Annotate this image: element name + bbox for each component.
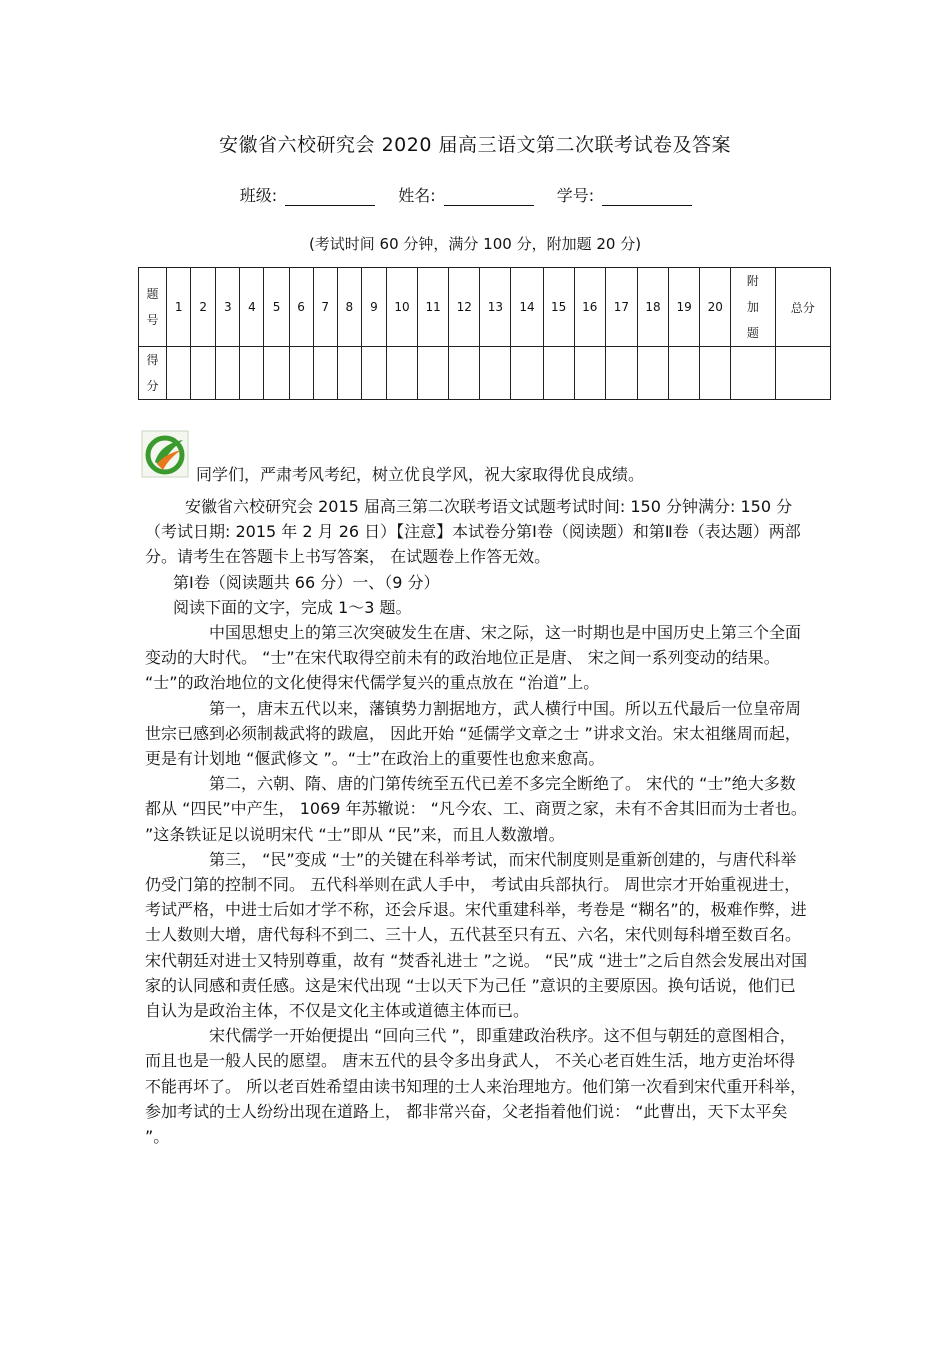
score-table-header-row [139, 268, 831, 347]
article-body [145, 494, 810, 1149]
score-cell[interactable] [361, 347, 386, 400]
score-cell[interactable] [480, 347, 511, 400]
score-cell[interactable] [289, 347, 313, 400]
total-score-cell[interactable] [775, 347, 830, 400]
score-cell[interactable] [449, 347, 480, 400]
school-logo-icon [141, 430, 189, 478]
number-label: 学号: [556, 186, 595, 205]
score-cell[interactable] [700, 347, 731, 400]
score-cell[interactable] [511, 347, 543, 400]
score-cell[interactable] [167, 347, 191, 400]
score-cell[interactable] [669, 347, 700, 400]
number-blank[interactable] [602, 189, 692, 206]
score-cell[interactable] [264, 347, 289, 400]
score-cell[interactable] [191, 347, 216, 400]
student-info-line [0, 183, 950, 206]
question-cell: 13 [480, 268, 511, 347]
question-cell: 5 [264, 268, 289, 347]
question-cell: 20 [700, 268, 731, 347]
section-heading: 第Ⅰ卷（阅读题共 66 分）一、（9 分） [173, 572, 440, 592]
score-cell[interactable] [386, 347, 417, 400]
name-blank[interactable] [444, 189, 534, 206]
article-paragraph: 第三， “民”变成 “士”的关键在科举考试，而宋代制度则是重新创建的，与唐代科举仍受门第的控制不同。 五代科举则在武人手中， 考试由兵部执行。 周世宗才开始重视进士，考试严格，中进士后如才学不称，还会斥退。宋代重建科举，考卷是 “糊名”的，极难作弊，进士人数则大增，唐代每科不到二、三十人，五代甚至只有五、六名，宋代则每科增至数百名。宋代朝廷对进士又特别尊重，故有 “焚香礼进士 ”之说。 “民”成 “进士”之后自然会发展出对国家的认同感和责任感。这是宋代出现 “士以天下为己任 ”意识的主要原因。换句话说，他们已自认为是政治主体，不仅是文化主体或道德主体而已。 [145, 849, 808, 1021]
score-label: 得分 [139, 347, 167, 400]
question-cell: 12 [449, 268, 480, 347]
question-cell: 16 [574, 268, 605, 347]
question-cell: 19 [669, 268, 700, 347]
question-cell: 15 [543, 268, 574, 347]
exam-instructions-paragraph: 安徽省六校研究会 2015 届高三第二次联考语文试题考试时间: 150 分钟满分: 150 分（考试日期: 2015 年 2 月 26 日）【注意】本试卷分第Ⅰ卷（阅读题）和第Ⅱ卷（表达题）两部分。请考生在答题卡上书写答案， 在试题卷上作答无效。 [145, 497, 801, 567]
article-paragraph: 中国思想史上的第三次突破发生在唐、宋之际，这一时期也是中国历史上第三个全面变动的大时代。 “士”在宋代取得空前未有的政治地位正是唐、 宋之间一系列变动的结果。 “士”的政治地位的文化使得宋代儒学复兴的重点放在 “治道”上。 [145, 623, 802, 693]
class-blank[interactable] [285, 189, 375, 206]
exam-info: (考试时间 60 分钟，满分 100 分，附加题 20 分) [308, 235, 642, 253]
question-cell: 1 [167, 268, 191, 347]
article-paragraph: 第二，六朝、隋、唐的门第传统至五代已差不多完全断绝了。 宋代的 “士”绝大多数都从 “四民”中产生， 1069 年苏辙说： “凡今农、工、商贾之家，未有不舍其旧而为士者也。 ”这条铁证足以说明宋代 “士”即从 “民”来，而且人数激增。 [145, 774, 807, 844]
question-cell: 9 [361, 268, 386, 347]
score-table [138, 267, 831, 400]
article-paragraph: 宋代儒学一开始便提出 “回向三代 ”，即重建政治秩序。这不但与朝廷的意图相合， 而且也是一般人民的愿望。 唐末五代的县令多出身武人， 不关心老百姓生活，地方吏治坏得不能再坏了。 所以老百姓希望由读书知理的士人来治理地方。他们第一次看到宋代重开科举， 参加考试的士人纷纷出现在道路上， 都非常兴奋，父老指着他们说： “此曹出，天下太平矣 ”。 [145, 1026, 807, 1147]
name-label: 姓名: [398, 186, 436, 205]
score-cell[interactable] [574, 347, 605, 400]
extra-score-cell[interactable] [731, 347, 775, 400]
score-cell[interactable] [313, 347, 337, 400]
question-cell: 4 [240, 268, 264, 347]
score-cell[interactable] [337, 347, 361, 400]
question-cell: 17 [605, 268, 637, 347]
class-label: 班级: [239, 186, 278, 205]
question-cell: 6 [289, 268, 313, 347]
score-cell[interactable] [240, 347, 264, 400]
page-title: 安徽省六校研究会 2020 届高三语文第二次联考试卷及答案 [219, 134, 731, 156]
question-cell: 10 [386, 268, 417, 347]
score-cell[interactable] [605, 347, 637, 400]
question-cell: 18 [637, 268, 668, 347]
question-cell: 11 [418, 268, 449, 347]
greeting-text: 同学们，严肃考风考纪，树立优良学风，祝大家取得优良成绩。 [196, 465, 645, 484]
article-paragraph: 第一，唐末五代以来，藩镇势力割据地方，武人横行中国。所以五代最后一位皇帝周世宗已感到必须制裁武将的跋扈， 因此开始 “延儒学文章之士 ”讲求文治。宋太祖继周而起，更是有计划地 “偃武修文 ”。“士”在政治上的重要性也愈来愈高。 [145, 698, 802, 769]
question-number-label: 题号 [139, 268, 167, 347]
score-cell[interactable] [637, 347, 668, 400]
score-cell[interactable] [216, 347, 240, 400]
question-cell: 2 [191, 268, 216, 347]
extra-question-label: 附加题 [731, 268, 775, 347]
total-score-label: 总分 [775, 268, 830, 347]
reading-instruction: 阅读下面的文字，完成 1～3 题。 [173, 597, 412, 617]
question-cell: 14 [511, 268, 543, 347]
score-table-score-row [139, 347, 831, 400]
score-cell[interactable] [543, 347, 574, 400]
question-cell: 8 [337, 268, 361, 347]
question-cell: 3 [216, 268, 240, 347]
question-cell: 7 [313, 268, 337, 347]
score-cell[interactable] [418, 347, 449, 400]
